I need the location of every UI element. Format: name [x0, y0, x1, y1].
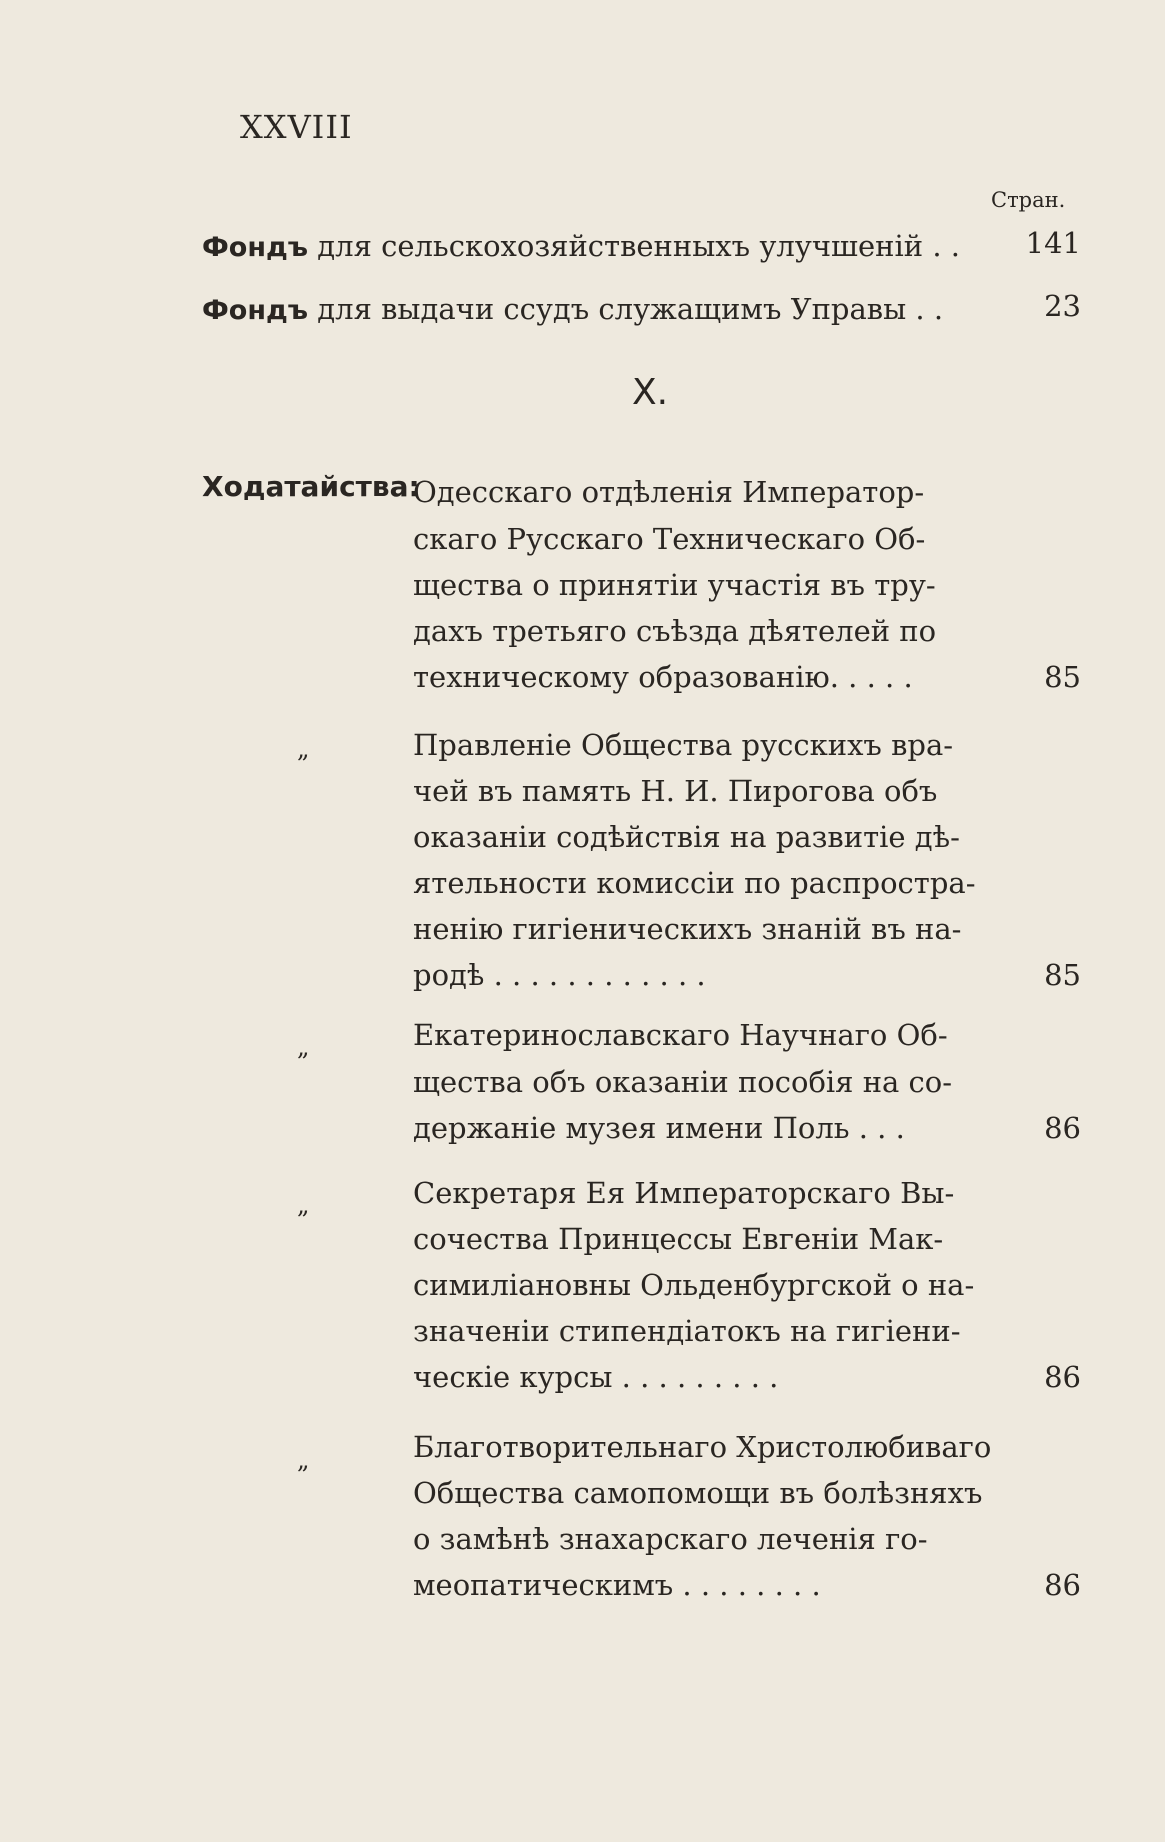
entry-line: Правленіе Общества русскихъ вра-	[413, 728, 954, 762]
page-number: 141	[1025, 226, 1081, 260]
entry-line: о замѣнѣ знахарскаго леченія го-	[413, 1522, 928, 1556]
entry-line: симиліановны Ольденбургской о на-	[413, 1268, 975, 1302]
ditto-mark: „	[297, 1033, 310, 1061]
page-number: 85	[1044, 958, 1081, 992]
entry-line: значеніи стипендіатокъ на гигіени-	[413, 1314, 961, 1348]
entry-line: техническому образованію. . . . .	[413, 660, 913, 694]
entry-line: ненію гигіеническихъ знаній въ на-	[413, 912, 962, 946]
entry-line: родѣ . . . . . . . . . . . .	[413, 958, 706, 992]
entry-line: скаго Русскаго Техническаго Об-	[413, 522, 926, 556]
entry-line: чей въ память Н. И. Пирогова объ	[413, 774, 938, 808]
section-letter: X.	[632, 372, 669, 413]
entry-text: для сельскохозяйственныхъ улучшеній . .	[317, 229, 960, 263]
ditto-mark: „	[297, 735, 310, 763]
entry-line: Секретаря Ея Императорскаго Вы-	[413, 1176, 955, 1210]
index-entry-fond-2	[202, 286, 943, 334]
entry-line: щества объ оказаніи пособія на со-	[413, 1065, 953, 1099]
page-number: 86	[1044, 1568, 1081, 1602]
entry-line: оказаніи содѣйствія на развитіе дѣ-	[413, 820, 960, 854]
entry-line: сочества Принцессы Евгеніи Мак-	[413, 1222, 944, 1256]
section-head: Ходатайства:	[202, 470, 420, 503]
page-number: 86	[1044, 1360, 1081, 1394]
page-column-header: Стран.	[991, 188, 1066, 212]
entry-line: ческіе курсы . . . . . . . . .	[413, 1360, 779, 1394]
entry-line: меопатическимъ . . . . . . . .	[413, 1568, 821, 1602]
entry-line: Общества самопомощи въ болѣзняхъ	[413, 1476, 983, 1510]
entry-line: держаніе музея имени Поль . . .	[413, 1111, 905, 1145]
ditto-mark: „	[297, 1446, 310, 1474]
entry-head: Фондъ	[202, 232, 309, 263]
ditto-mark: „	[297, 1191, 310, 1219]
entry-line: Екатеринославскаго Научнаго Об-	[413, 1018, 948, 1052]
page-number: 23	[1044, 289, 1081, 323]
entry-line: Благотворительнаго Христолюбиваго	[413, 1430, 992, 1464]
index-entry-fond-1	[202, 223, 960, 271]
entry-line: ятельности комиссіи по распростра-	[413, 866, 976, 900]
entry-line: щества о принятіи участія въ тру-	[413, 568, 936, 602]
entry-line: дахъ третьяго съѣзда дѣятелей по	[413, 614, 937, 648]
page-folio: XXVIII	[240, 108, 353, 146]
entry-text: для выдачи ссудъ служащимъ Управы . .	[317, 292, 944, 326]
page-number: 85	[1044, 660, 1081, 694]
entry-line: Одесскаго отдѣленія Император-	[413, 475, 925, 509]
page-number: 86	[1044, 1111, 1081, 1145]
entry-head: Фондъ	[202, 295, 309, 326]
